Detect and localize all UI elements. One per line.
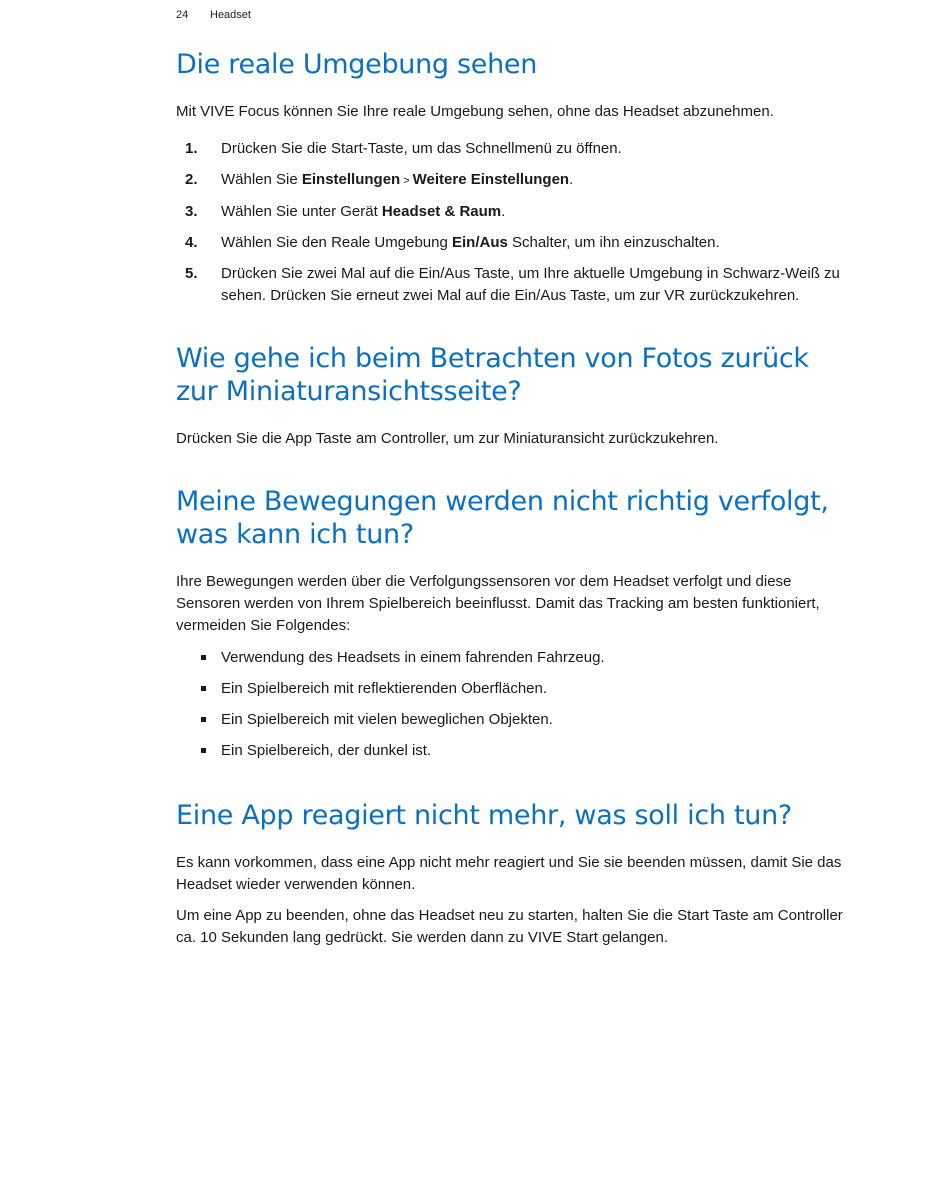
section3-body: Ihre Bewegungen werden über die Verfolgungssensoren vor dem Headset verfolgt und diese Sensoren werden von Ihrem Spielbereich beeinflusst. Damit das Tracking am besten funktioniert, vermeiden Sie Folgendes:: [176, 573, 820, 634]
avoid-list: [176, 647, 846, 762]
setting-ein-aus: Ein/Aus: [451, 234, 508, 251]
list-item: [176, 709, 846, 731]
step-item: [176, 138, 846, 160]
running-header: [176, 9, 251, 21]
step-text-end: Schalter, um ihn einzuschalten.: [507, 234, 720, 251]
step-number: 4.: [185, 234, 198, 251]
step-number: 3.: [185, 203, 198, 220]
step-text: Drücken Sie zwei Mal auf die Ein/Aus Taste, um Ihre aktuelle Umgebung in Schwarz-Weiß zu sehen. Drücken Sie erneut zwei Mal auf die Ein/Aus Taste, um zur VR zurückzukehren.: [221, 265, 840, 304]
list-item: [176, 678, 846, 700]
running-header-section: Headset: [210, 9, 251, 21]
bullet-icon: [201, 655, 206, 660]
step-text-end: .: [569, 171, 574, 188]
setting-headset-raum: Headset & Raum: [381, 203, 502, 220]
heading-bewegungen-tracking: Meine Bewegungen werden nicht richtig verfolgt, was kann ich tun?: [176, 486, 829, 550]
list-item-text: Ein Spielbereich, der dunkel ist.: [221, 742, 432, 759]
list-item-text: Verwendung des Headsets in einem fahrenden Fahrzeug.: [221, 649, 605, 666]
step-number: 2.: [185, 171, 198, 188]
menu-path-weitere-einstellungen: Weitere Einstellungen: [412, 171, 570, 188]
menu-path-separator: >: [403, 175, 410, 187]
section2-body: Drücken Sie die App Taste am Controller, um zur Miniaturansicht zurückzukehren.: [176, 430, 719, 447]
step-text-end: .: [501, 203, 506, 220]
heading-reale-umgebung: Die reale Umgebung sehen: [176, 49, 538, 80]
section4-para2: Um eine App zu beenden, ohne das Headset neu zu starten, halten Sie die Start Taste am Controller ca. 10 Sekunden lang gedrückt. Sie werden dann zu VIVE Start gelangen.: [176, 907, 843, 946]
list-item-text: Ein Spielbereich mit vielen beweglichen Objekten.: [221, 711, 553, 728]
step-text: Wählen Sie den Reale Umgebung: [221, 234, 452, 251]
page-number: 24: [176, 9, 189, 21]
list-item: [176, 647, 846, 669]
section1-intro: Mit VIVE Focus können Sie Ihre reale Umgebung sehen, ohne das Headset abzunehmen.: [176, 103, 774, 120]
heading-app-reagiert-nicht: Eine App reagiert nicht mehr, was soll ich tun?: [176, 800, 792, 831]
step-number: 5.: [185, 265, 198, 282]
list-item-text: Ein Spielbereich mit reflektierenden Oberflächen.: [221, 680, 548, 697]
bullet-icon: [201, 717, 206, 722]
step-text: Drücken Sie die Start-Taste, um das Schnellmenü zu öffnen.: [221, 140, 622, 157]
step-text: Wählen Sie unter Gerät: [221, 203, 382, 220]
bullet-icon: [201, 686, 206, 691]
bullet-icon: [201, 748, 206, 753]
heading-fotos-miniaturansicht: Wie gehe ich beim Betrachten von Fotos zurück zur Miniaturansichtsseite?: [176, 343, 809, 407]
steps-list: [176, 138, 846, 307]
step-item: [176, 263, 846, 307]
step-number: 1.: [185, 140, 198, 157]
list-item: [176, 740, 846, 762]
page-content: [176, 44, 846, 949]
step-item: [176, 169, 846, 192]
step-item: [176, 201, 846, 223]
section4-para1: Es kann vorkommen, dass eine App nicht mehr reagiert und Sie sie beenden müssen, damit Sie das Headset wieder verwenden können.: [176, 854, 842, 893]
step-text: Wählen Sie: [221, 171, 302, 188]
menu-path-einstellungen: Einstellungen: [301, 171, 401, 188]
step-item: [176, 232, 846, 254]
